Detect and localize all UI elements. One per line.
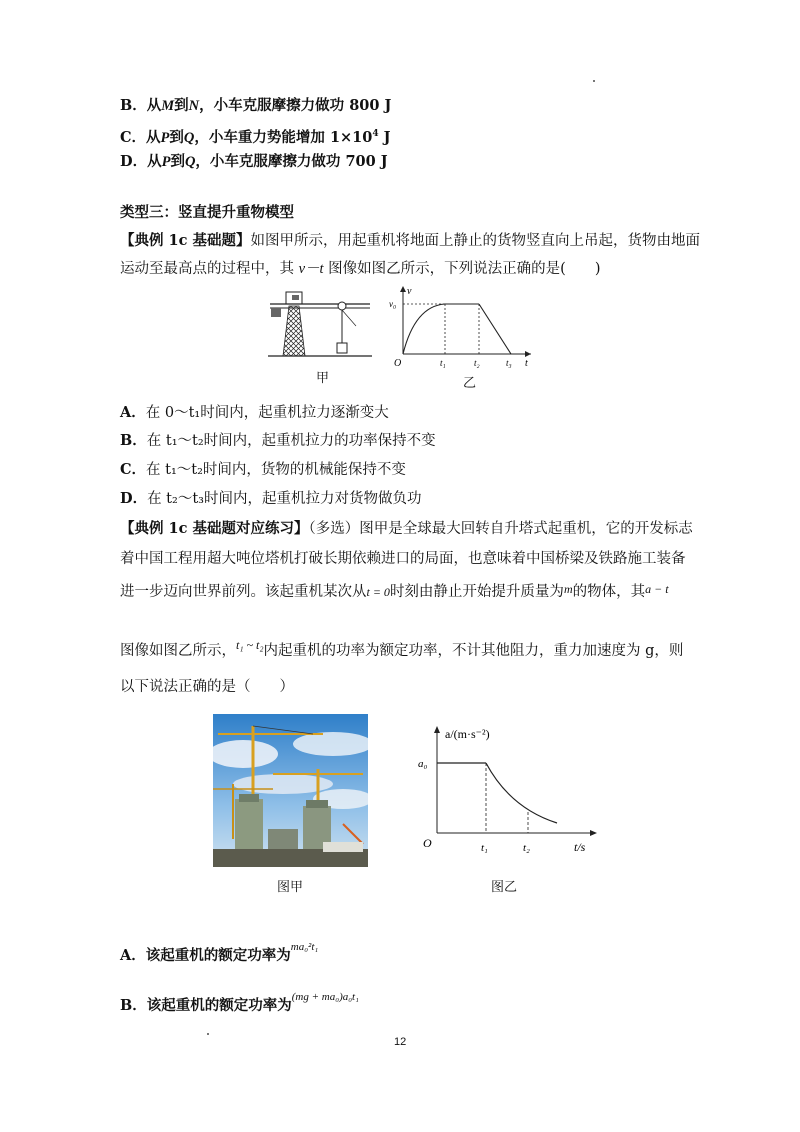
formula-a: ma₀²t₁ (290, 941, 319, 953)
v0-label: v₀ (389, 299, 397, 309)
ex1-line2: 运动至最高点的过程中，其 v－t 图像如图乙所示，下列说法正确的是( ) (120, 261, 601, 277)
ex1-fig-right-caption: 乙 (463, 376, 477, 391)
option-b-top: B．从M到N，小车克服摩擦力做功 800 J (120, 97, 392, 114)
scan-dot (593, 80, 595, 82)
ex2-line1: 【典例 1c 基础题对应练习】（多选）图甲是全球最大回转自升塔式起重机，它的开发标志 (120, 520, 693, 537)
ex2-line3: 进一步迈向世界前列。该起重机某次从t = 0时刻由静止开始提升质量为$^m$的物体，其$^{a - t}$ (120, 582, 669, 600)
ex2-option-a: A．该起重机的额定功率为$^{ma_0^2t_1}$ (120, 941, 319, 964)
t2-label: t₂ (474, 358, 480, 368)
ex1-option-b: B．在 t₁～t₂时间内，起重机拉力的功率保持不变 (120, 432, 436, 449)
t-axis-label: t (525, 358, 528, 369)
ex1-option-c: C．在 t₁～t₂时间内，货物的机械能保持不变 (120, 461, 406, 478)
ex2-line2: 着中国工程用超大吨位塔机打破长期依赖进口的局面，也意味着中国桥梁及铁路施工装备 (120, 551, 686, 567)
ex1-fig-left-caption: 甲 (316, 371, 330, 386)
ex2-line4: 图像如图乙所示，$^{t_1 \sim t_2}$内起重机的功率为额定功率，不计其他阻力，重力加速度为 g，则 (120, 638, 684, 659)
section-title: 类型三：竖直提升重物模型 (120, 204, 294, 221)
origin-label: O (423, 836, 432, 850)
origin-label: O (394, 358, 402, 369)
ex1-option-a: A．在 0～t₁时间内，起重机拉力逐渐变大 (120, 404, 389, 421)
ex2-line5: 以下说法正确的是（ ） (120, 679, 294, 695)
option-c-top: C．从P到Q，小车重力势能增加 $1\times 10^4$ J (120, 128, 391, 146)
ex2-fig-left-caption: 图甲 (277, 880, 304, 895)
v-axis-label: v (407, 286, 412, 297)
ex2-option-b: B．该起重机的额定功率为$^{(mg + ma_0)a_0t_1}$ (120, 991, 359, 1014)
at-graph (415, 720, 600, 860)
scan-dot (207, 1033, 209, 1035)
formula-b: (mg + ma₀)a₀t₁ (291, 991, 359, 1003)
a-axis-label: a/(m·s⁻²) (445, 727, 490, 741)
ex2-tag: 【典例 1c 基础题对应练习】 (120, 520, 309, 537)
vt-graph (385, 284, 535, 372)
crane-photo (213, 714, 368, 867)
crane-diagram (266, 286, 376, 364)
t1-label: t₁ (481, 842, 488, 854)
ex1-line1: 【典例 1c 基础题】如图甲所示，用起重机将地面上静止的货物竖直向上吊起，货物由地面 (120, 232, 701, 249)
ex2-fig-right-caption: 图乙 (491, 880, 518, 895)
option-d-top: D．从P到Q，小车克服摩擦力做功 700 J (120, 153, 388, 170)
page-number: 12 (394, 1036, 407, 1048)
t3-label: t₃ (506, 358, 512, 368)
t1-label: t₁ (440, 358, 446, 368)
t-axis-label: t/s (574, 840, 586, 854)
ex1-option-d: D．在 t₂～t₃时间内，起重机拉力对货物做负功 (120, 490, 422, 507)
ex1-tag: 【典例 1c 基础题】 (120, 232, 251, 249)
a0-label: a₀ (418, 758, 428, 770)
t2-label: t₂ (523, 842, 530, 854)
